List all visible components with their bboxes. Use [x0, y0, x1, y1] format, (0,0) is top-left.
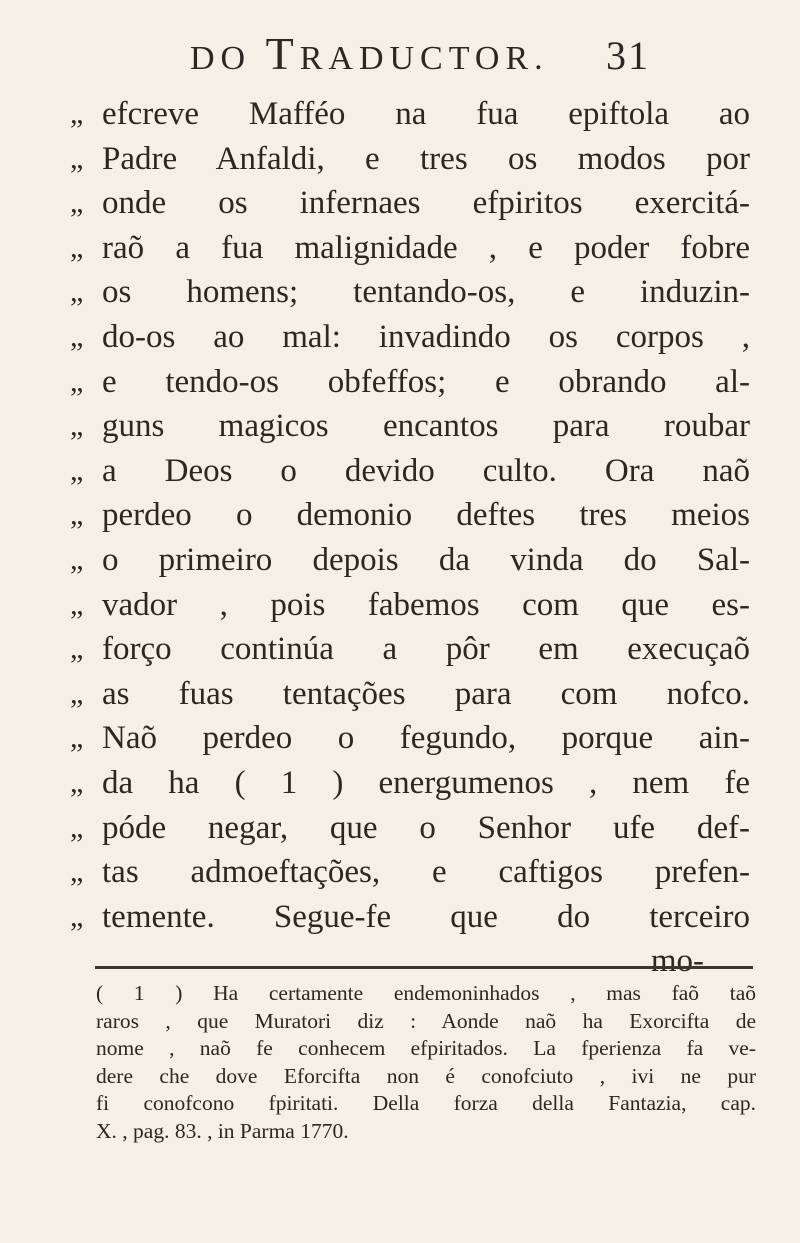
quote-mark: „ [70, 676, 84, 710]
running-title [190, 28, 549, 85]
footnote [96, 980, 756, 1145]
footnote-line: X. , pag. 83. , in Parma 1770. [96, 1118, 349, 1143]
line-text: e tendo-os obfeffos; e obrando al- [102, 363, 750, 400]
footnote-line: dere che dove Eforcifta non é conofciuto , ivi ne pur [96, 1063, 756, 1088]
footnote-line: fi conofcono fpiritati. Della forza della Fantazia, cap. [96, 1091, 756, 1115]
main-text [70, 92, 750, 983]
quote-mark: „ [70, 364, 84, 398]
text-line [70, 404, 750, 449]
quote-mark: „ [70, 186, 84, 220]
catchword: mo- [650, 943, 704, 980]
footnote-line: raros , que Muratori diz : Aonde naõ ha Exorcifta de [96, 1008, 756, 1033]
line-text: vador , pois fabemos com que es- [102, 586, 750, 623]
page-number: 31 [606, 33, 650, 78]
quote-mark: „ [70, 409, 84, 443]
quote-mark: „ [70, 275, 84, 309]
quote-mark: „ [70, 319, 84, 353]
catchword-line [70, 939, 750, 983]
text-line [70, 315, 750, 360]
quote-mark: „ [70, 721, 84, 755]
line-text: o primeiro depois da vinda do Sal- [102, 541, 750, 578]
line-text: perdeo o demonio deftes tres meios [102, 497, 750, 534]
line-text: tas admoeftações, e caftigos prefen- [102, 854, 750, 891]
line-text: onde os infernaes efpiritos exercitá- [102, 185, 750, 222]
text-line [70, 226, 750, 271]
line-text: as fuas tentações para com nofco. [102, 675, 750, 712]
line-text: do-os ao mal: invadindo os corpos , [102, 318, 750, 355]
text-line [70, 137, 750, 182]
text-line [70, 716, 750, 761]
running-head [190, 28, 650, 80]
line-text: da ha ( 1 ) energumenos , nem fe [102, 764, 750, 801]
line-text: raõ a fua malignidade , e poder fobre [102, 229, 750, 266]
line-text: a Deos o devido culto. Ora naõ [102, 452, 750, 489]
quote-mark: „ [70, 453, 84, 487]
quote-mark: „ [70, 542, 84, 576]
quote-mark: „ [70, 765, 84, 799]
quote-mark: „ [70, 899, 84, 933]
footnote-line: nome , naõ fe conhecem efpiritados. La fperienza fa ve- [96, 1036, 756, 1060]
text-line [70, 92, 750, 137]
quote-mark: „ [70, 632, 84, 666]
text-line [70, 493, 750, 538]
quote-mark: „ [70, 141, 84, 175]
text-line [70, 806, 750, 851]
line-text: efcreve Mafféo na fua epiftola ao [102, 96, 750, 132]
line-text: os homens; tentando-os, e induzin- [102, 274, 750, 311]
text-line [70, 181, 750, 226]
line-text: Padre Anfaldi, e tres os modos por [102, 140, 750, 177]
quote-mark: „ [70, 810, 84, 844]
quote-mark: „ [70, 97, 84, 130]
text-line [70, 449, 750, 494]
text-line [70, 583, 750, 628]
title-do: DO [190, 40, 266, 77]
text-line [70, 850, 750, 895]
title-rest: RADUCTOR. [299, 40, 549, 77]
line-text: guns magicos encantos para roubar [102, 408, 750, 445]
text-line [70, 627, 750, 672]
text-line [70, 538, 750, 583]
quote-mark: „ [70, 230, 84, 264]
line-text: Naõ perdeo o fegundo, porque ain- [102, 720, 750, 757]
text-line [70, 761, 750, 806]
text-line [70, 672, 750, 717]
text-line [70, 895, 750, 940]
quote-mark: „ [70, 855, 84, 889]
line-text: forço continúa a pôr em execuçaõ [102, 631, 750, 668]
quote-mark: „ [70, 498, 84, 532]
text-line [70, 270, 750, 315]
line-text: temente. Segue-fe que do terceiro [102, 898, 750, 935]
footnote-line: ( 1 ) Ha certamente endemoninhados , mas faõ taõ [96, 981, 756, 1005]
line-text: póde negar, que o Senhor ufe def- [102, 809, 750, 846]
footnote-rule [95, 966, 753, 969]
quote-mark: „ [70, 587, 84, 621]
text-line [70, 360, 750, 405]
title-initial: T [265, 28, 300, 79]
